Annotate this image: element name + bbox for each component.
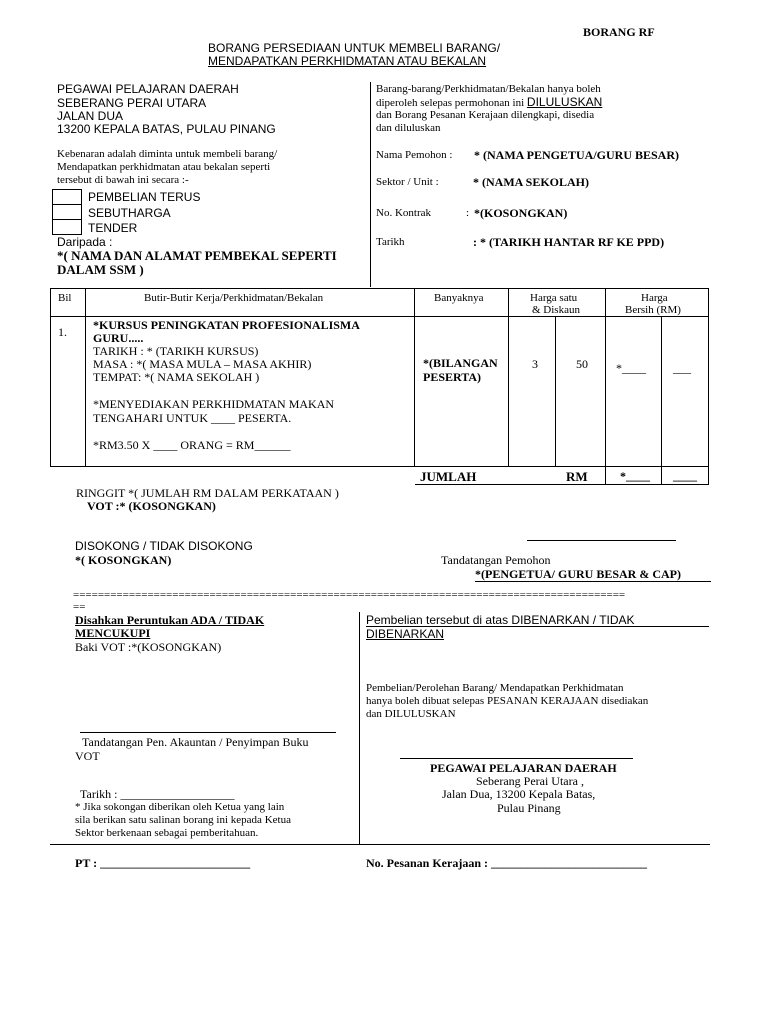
- sektor-label: Sektor / Unit :: [376, 176, 439, 188]
- checkbox-tender[interactable]: [52, 219, 82, 235]
- pesanan-line3: dan DILULUSKAN: [366, 708, 456, 720]
- table-col-bil: [85, 288, 86, 466]
- lower-divider: [359, 612, 360, 844]
- request-line2: Mendapatkan perkhidmatan atau bekalan seperti: [57, 161, 271, 173]
- header-banyak: Banyaknya: [434, 292, 484, 304]
- table-col-sen: [555, 316, 556, 466]
- row-desc-line2: GURU.....: [93, 331, 144, 345]
- addressee-line4: 13200 KEPALA BATAS, PULAU PINANG: [57, 122, 276, 136]
- signature-value: *(PENGETUA/ GURU BESAR & CAP): [475, 567, 682, 581]
- row-price-rm: 3: [532, 357, 538, 371]
- dibenarkan-title2: DIBENARKAN: [366, 627, 445, 641]
- total-value-rm: *____: [620, 469, 650, 483]
- top-divider: [370, 82, 371, 287]
- table-col-butir: [414, 288, 415, 466]
- option-pembelian-terus: PEMBELIAN TERUS: [88, 190, 201, 204]
- akauntan-sig-line2: VOT: [75, 749, 100, 763]
- header-diskaun: & Diskaun: [532, 304, 580, 316]
- supplier-line1: *( NAMA DAN ALAMAT PEMBEKAL SEPERTI: [57, 248, 337, 263]
- sektor-value[interactable]: * (NAMA SEKOLAH): [473, 175, 590, 189]
- option-sebutharga: SEBUTHARGA: [88, 206, 171, 220]
- notice-line4: dan diluluskan: [376, 122, 441, 134]
- row-desc-line5: TEMPAT: *( NAMA SEKOLAH ): [93, 370, 260, 384]
- note-line1: * Jika sokongan diberikan oleh Ketua yang lain: [75, 801, 285, 813]
- table-col-harga: [605, 288, 606, 484]
- form-code: BORANG RF: [583, 25, 655, 39]
- support-line1: DISOKONG / TIDAK DISOKONG: [75, 539, 253, 553]
- kontrak-label: No. Kontrak: [376, 207, 431, 219]
- ppd-addr1: Seberang Perai Utara ,: [476, 774, 584, 788]
- notice-line3: dan Borang Pesanan Kerajaan dilengkapi, disedia: [376, 109, 595, 121]
- notice-line2: diperoleh selepas permohonan ini DILULUSKAN: [376, 95, 603, 109]
- vot-line: VOT :* (KOSONGKAN): [87, 499, 216, 513]
- table-right-border: [708, 288, 709, 484]
- table-total-border: [415, 484, 709, 485]
- akauntan-tarikh: Tarikh : ___________________: [80, 787, 235, 801]
- table-left-border: [50, 288, 51, 466]
- addressee-line1: PEGAWAI PELAJARAN DAERAH: [57, 82, 239, 96]
- signature-underline: [475, 581, 711, 582]
- pesanan-line1: Pembelian/Perolehan Barang/ Mendapatkan Perkhidmatan: [366, 682, 624, 694]
- ppd-officer: PEGAWAI PELAJARAN DAERAH: [430, 761, 617, 775]
- signature-label: Tandatangan Pemohon: [441, 553, 551, 567]
- pemohon-value[interactable]: * (NAMA PENGETUA/GURU BESAR): [474, 148, 680, 162]
- table-top-border: [50, 288, 709, 289]
- footer-border: [50, 844, 710, 845]
- row-qty-line2: PESERTA): [423, 370, 482, 384]
- row-net-sen: ___: [673, 361, 691, 375]
- separator-tail: ==: [73, 601, 86, 613]
- row-bil: 1.: [58, 325, 67, 339]
- checkbox-pembelian-terus[interactable]: [52, 189, 82, 205]
- supplier-line2: DALAM SSM ): [57, 262, 144, 277]
- signature-line: [527, 540, 676, 541]
- ppd-addr3: Pulau Pinang: [497, 801, 561, 815]
- dibenarkan-title1: Pembelian tersebut di atas DIBENARKAN / TIDAK: [366, 613, 635, 627]
- header-harga-satu: Harga satu: [530, 292, 578, 304]
- form-title-line2: MENDAPATKAN PERKHIDMATAN ATAU BEKALAN: [208, 54, 487, 68]
- kontrak-colon: :: [466, 207, 470, 219]
- option-tender: TENDER: [88, 221, 138, 235]
- note-line3: Sektor berkenaan sebagai pemberitahuan.: [75, 827, 259, 839]
- total-label: JUMLAH: [420, 469, 477, 484]
- support-line2: *( KOSONGKAN): [75, 553, 172, 567]
- peruntukan-title2: MENCUKUPI: [75, 626, 151, 640]
- table-col-bersih-split: [661, 316, 662, 484]
- row-price-sen: 50: [576, 357, 588, 371]
- table-row-border: [50, 466, 709, 467]
- supplier-label: Daripada :: [57, 235, 113, 249]
- table-col-banyak: [508, 288, 509, 466]
- row-desc-line6: *MENYEDIAKAN PERKHIDMATAN MAKAN: [93, 397, 335, 411]
- akauntan-sig-line1: Tandatangan Pen. Akauntan / Penyimpan Buku: [82, 735, 309, 749]
- row-qty-line1: *(BILANGAN: [423, 356, 498, 370]
- total-rm-label: RM: [566, 469, 588, 484]
- baki-vot: Baki VOT :*(KOSONGKAN): [75, 640, 222, 654]
- footer-pesanan[interactable]: No. Pesanan Kerajaan : __________________________: [366, 856, 647, 870]
- request-line3: tersebut di bawah ini secara :-: [57, 174, 189, 186]
- row-desc-line4: MASA : *( MASA MULA – MASA AKHIR): [93, 357, 312, 371]
- total-value-sen: ____: [673, 469, 697, 483]
- peruntukan-title1: Disahkan Peruntukan ADA / TIDAK: [75, 613, 265, 627]
- ppd-signature-line: [400, 758, 633, 759]
- form-title-line1: BORANG PERSEDIAAN UNTUK MEMBELI BARANG/: [208, 41, 501, 55]
- checkbox-sebutharga[interactable]: [52, 204, 82, 220]
- row-desc-line8: *RM3.50 X ____ ORANG = RM______: [93, 438, 291, 452]
- ringgit-line: RINGGIT *( JUMLAH RM DALAM PERKATAAN ): [76, 486, 339, 500]
- pemohon-label: Nama Pemohon :: [376, 149, 453, 161]
- header-bersih: Bersih (RM): [625, 304, 681, 316]
- row-desc-line7: TENGAHARI UNTUK ____ PESERTA.: [93, 411, 292, 425]
- header-bil: Bil: [58, 292, 72, 304]
- addressee-line3: JALAN DUA: [57, 109, 124, 123]
- note-line2: sila berikan satu salinan borang ini kepada Ketua: [75, 814, 291, 826]
- pesanan-line2: hanya boleh dibuat selepas PESANAN KERAJAAN disediakan: [366, 695, 649, 707]
- header-harga: Harga: [641, 292, 668, 304]
- addressee-line2: SEBERANG PERAI UTARA: [57, 96, 207, 110]
- row-desc-line3: TARIKH : * (TARIKH KURSUS): [93, 344, 259, 358]
- akauntan-signature-line: [80, 732, 336, 733]
- tarikh-value[interactable]: : * (TARIKH HANTAR RF KE PPD): [473, 235, 665, 249]
- row-net-rm: *____: [616, 361, 646, 375]
- request-line1: Kebenaran adalah diminta untuk membeli barang/: [57, 148, 278, 160]
- kontrak-value[interactable]: *(KOSONGKAN): [474, 206, 568, 220]
- ppd-addr2: Jalan Dua, 13200 Kepala Batas,: [442, 787, 596, 801]
- notice-line1: Barang-barang/Perkhidmatan/Bekalan hanya boleh: [376, 83, 601, 95]
- row-desc-line1: *KURSUS PENINGKATAN PROFESIONALISMA: [93, 318, 360, 332]
- footer-pt[interactable]: PT : _________________________: [75, 856, 251, 870]
- header-butir: Butir-Butir Kerja/Perkhidmatan/Bekalan: [144, 292, 324, 304]
- separator: =========================================================================================: [73, 589, 626, 601]
- tarikh-label: Tarikh: [376, 236, 405, 248]
- table-header-border: [50, 316, 709, 317]
